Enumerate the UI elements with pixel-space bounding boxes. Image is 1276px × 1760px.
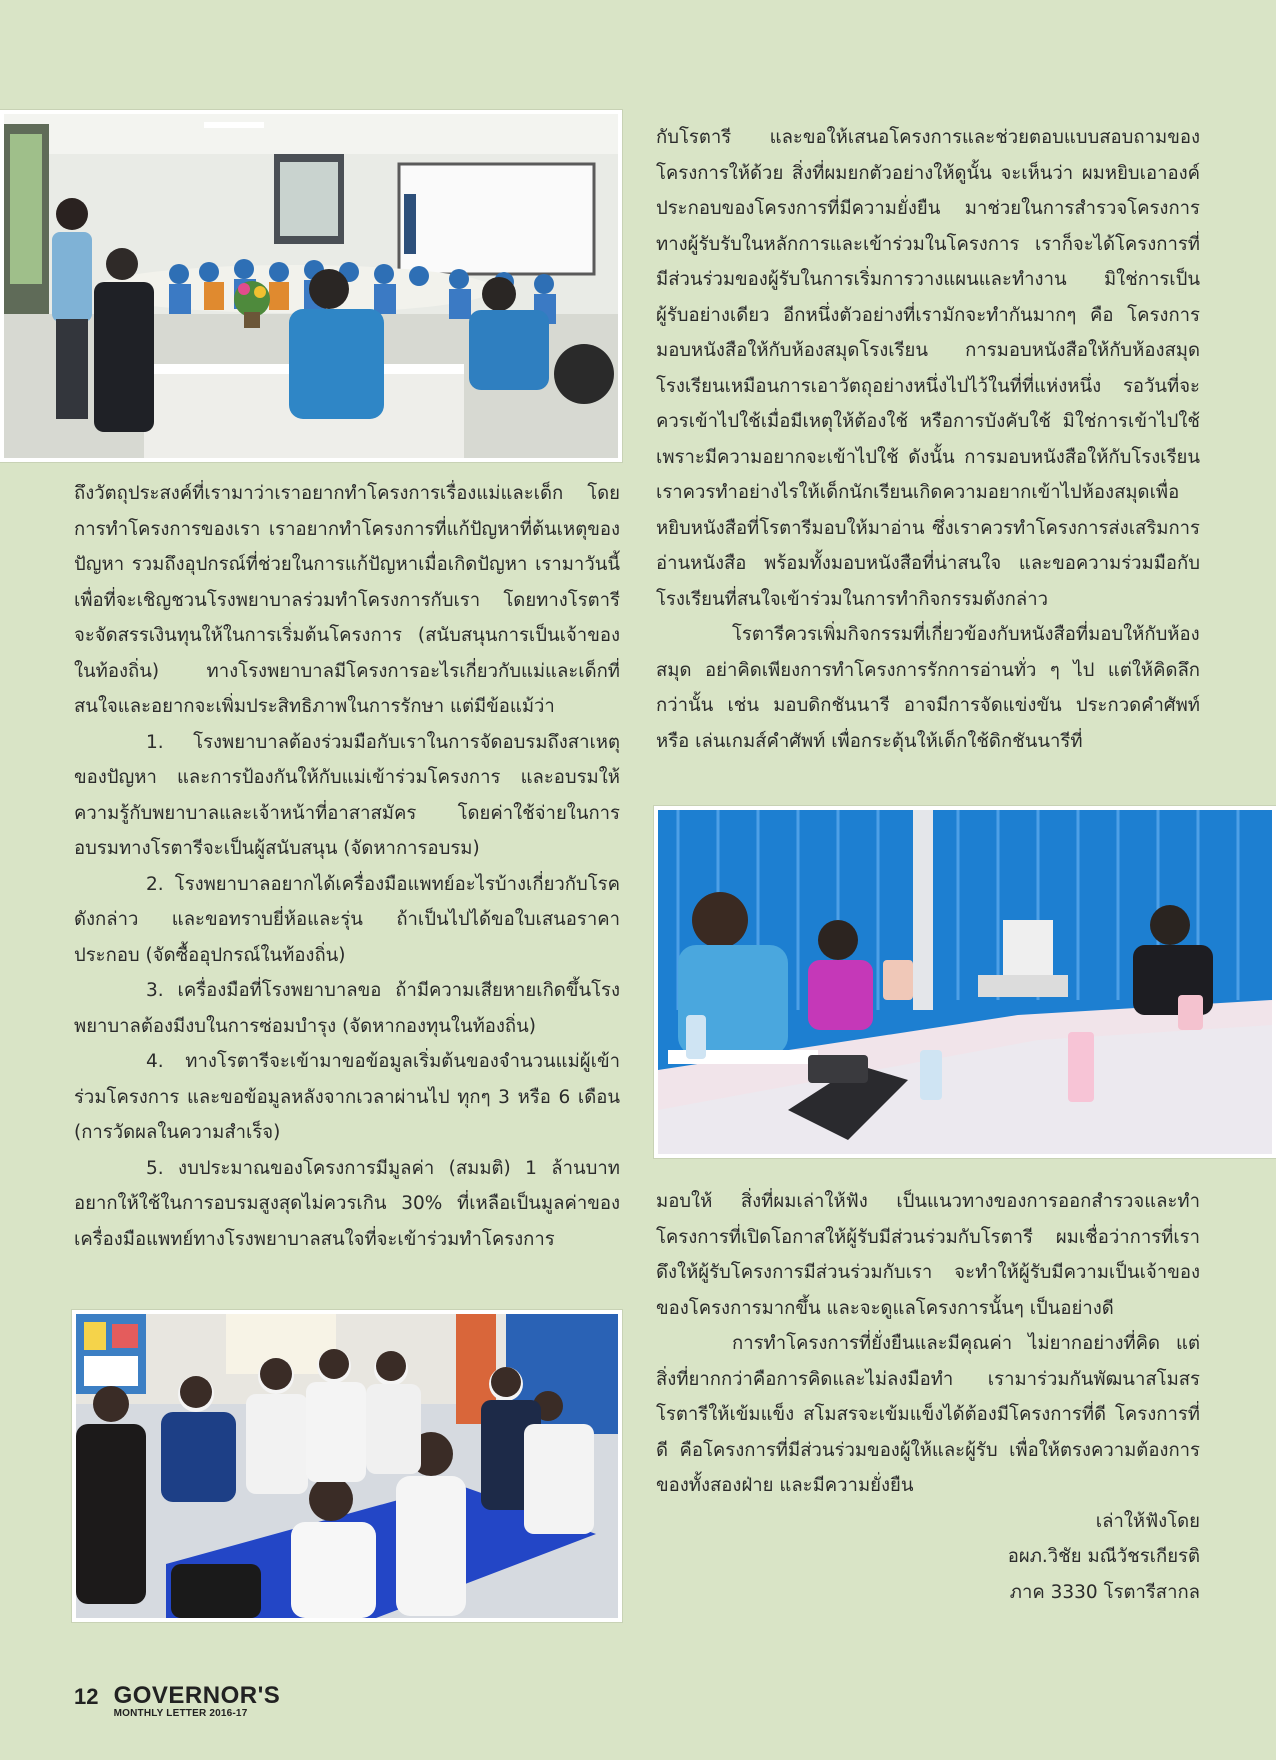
signature-line-1: เล่าให้ฟังโดย [1095, 1510, 1200, 1532]
meeting-hall-photo [0, 110, 622, 462]
left-item-4: 4. ทางโรตารีจะเข้ามาขอข้อมูลเริ่มต้นของจำนวนแม่ผู้เข้าร่วมโครงการ และขอข้อมูลหลังจากเวลาผ่านไป ทุกๆ 3 หรือ 6 เดือน (การวัดผลในความสำเร็จ) [74, 1051, 620, 1143]
roundtable-meeting-photo [72, 1310, 622, 1622]
footer-title: GOVERNOR'S [113, 1682, 281, 1709]
right-paragraph-1: กับโรตารี และขอให้เสนอโครงการและช่วยตอบแบบสอบถามของโครงการให้ด้วย สิ่งที่ผมยกตัวอย่างให้ดูนั้น จะเห็นว่า ผมหยิบเอาองค์ประกอบของโครงการที่มีความยั่งยืน มาช่วยในการสำรวจโครงการ ทางผู้รับรับในหลักการและเข้าร่วมในโครงการ เราก็จะได้โครงการที่มีส่วนร่วมของผู้รับในการเริ่มการวางแผนและทำงาน มิใช่การเป็นผู้รับอย่างเดียว อีกหนึ่งตัวอย่างที่เรามักจะทำกันมากๆ คือ โครงการมอบหนังสือให้กับห้องสมุดโรงเรียน การมอบหนังสือให้กับห้องสมุดโรงเรียนเหมือนการเอาวัตถุอย่างหนึ่งไปไว้ในที่ที่แห่งหนึ่ง รอวันที่จะควรเข้าไปใช้เมื่อมีเหตุให้ต้องใช้ หรือการบังคับใช้ มิใช่การเข้าไปใช้เพราะมีความอยากจะเข้าไปใช้ ดังนั้น การมอบหนังสือให้กับโรงเรียน เราควรทำอย่างไรให้เด็กนักเรียนเกิดความอยากเข้าไปห้องสมุดเพื่อหยิบหนังสือที่โรตารีมอบให้มาอ่าน ซึ่งเราควรทำโครงการส่งเสริมการอ่านหนังสือ พร้อมทั้งมอบหนังสือที่น่าสนใจ และขอความร่วมมือกับโรงเรียนที่สนใจเข้าร่วมในการทำกิจกรรมดังกล่าว [656, 127, 1200, 610]
left-item-5: 5. งบประมาณของโครงการมีมูลค่า (สมมติ) 1 ล้านบาท อยากให้ใช้ในการอบรมสูงสุดไม่ควรเกิน 30% ที่เหลือเป็นมูลค่าของเครื่องมือแพทย์ทางโรงพยาบาลสนใจที่จะเข้าร่วมทำโครงการ [74, 1157, 620, 1250]
left-item-3: 3. เครื่องมือที่โรงพยาบาลขอ ถ้ามีความเสียหายเกิดขึ้นโรงพยาบาลต้องมีงบในการซ่อมบำรุง (จัดหากองทุนในท้องถิ่น) [74, 980, 620, 1037]
left-paragraph-intro: ถึงวัตถุประสงค์ที่เรามาว่าเราอยากทำโครงการเรื่องแม่และเด็ก โดยการทำโครงการของเรา เราอยากทำโครงการที่แก้ปัญหาที่ต้นเหตุของปัญหา รวมถึงอุปกรณ์ที่ช่วยในการแก้ปัญหาเมื่อเกิดปัญหา เรามาวันนี้เพื่อที่จะเชิญชวนโรงพยาบาลร่วมทำโครงการกับเรา โดยทางโรตารีจะจัดสรรเงินทุนให้ในการเริ่มต้นโครงการ (สนับสนุนการเป็นเจ้าของในท้องถิ่น) ทางโรงพยาบาลมีโครงการอะไรเกี่ยวกับแม่และเด็กที่สนใจและอยากจะเพิ่มประสิทธิภาพในการรักษา แต่มีข้อแม้ว่า [74, 483, 620, 717]
right-column-bottom [656, 1184, 1200, 1610]
right-paragraph-2: โรตารีควรเพิ่มกิจกรรมที่เกี่ยวข้องกับหนังสือที่มอบให้กับห้องสมุด อย่าคิดเพียงการทำโครงการรักการอ่านทั่ว ๆ ไป แต่ให้คิดลึกกว่านั้น เช่น มอบดิกชันนารี อาจมีการจัดแข่งขัน ประกวดคำศัพท์ หรือ เล่นเกมส์คำศัพท์ เพื่อกระตุ้นให้เด็กใช้ดิกชันนารีที่ [656, 624, 1200, 752]
page-number: 12 [74, 1684, 99, 1709]
signature-line-3: ภาค 3330 โรตารีสากล [1009, 1581, 1200, 1603]
left-column [74, 476, 620, 1257]
footer-subtitle: MONTHLY LETTER 2016-17 [113, 1708, 248, 1719]
page-footer [74, 1684, 280, 1720]
panel-discussion-photo [654, 806, 1276, 1158]
signature-line-2: อผภ.วิชัย มณีวัชรเกียรติ [1007, 1546, 1200, 1567]
right-column-top [656, 120, 1200, 759]
footer-masthead [114, 1684, 281, 1720]
left-item-2: 2. โรงพยาบาลอยากได้เครื่องมือแพทย์อะไรบ้างเกี่ยวกับโรคดังกล่าว และขอทราบยี่ห้อและรุ่น ถ้าเป็นไปได้ขอใบเสนอราคาประกอบ (จัดซื้ออุปกรณ์ในท้องถิ่น) [74, 873, 620, 966]
right-paragraph-3: มอบให้ สิ่งที่ผมเล่าให้ฟัง เป็นแนวทางของการออกสำรวจและทำโครงการที่เปิดโอกาสให้ผู้รับมีส่วนร่วมกับโรตารี ผมเชื่อว่าการที่เราดึงให้ผู้รับโครงการมีส่วนร่วมกับเรา จะทำให้ผู้รับมีความเป็นเจ้าของของโครงการมากขึ้น และจะดูแลโครงการนั้นๆ เป็นอย่างดี [656, 1191, 1200, 1319]
left-item-1: 1. โรงพยาบาลต้องร่วมมือกับเราในการจัดอบรมถึงสาเหตุของปัญหา และการป้องกันให้กับแม่เข้าร่วมโครงการ และอบรมให้ความรู้กับพยาบาลและเจ้าหน้าที่อาสาสมัคร โดยค่าใช้จ่ายในการอบรมทางโรตารีจะเป็นผู้สนับสนุน (จัดหาการอบรม) [74, 731, 620, 859]
right-paragraph-4: การทำโครงการที่ยั่งยืนและมีคุณค่า ไม่ยากอย่างที่คิด แต่สิ่งที่ยากกว่าคือการคิดและไม่ลงมือทำ เรามาร่วมกันพัฒนาสโมสรโรตารีให้เข้มแข็ง สโมสรจะเข้มแข็งได้ต้องมีโครงการที่ดี โครงการที่ดี คือโครงการที่มีส่วนร่วมของผู้ให้และผู้รับ เพื่อให้ตรงความต้องการของทั้งสองฝ่าย และมีความยั่งยืน [656, 1333, 1200, 1496]
